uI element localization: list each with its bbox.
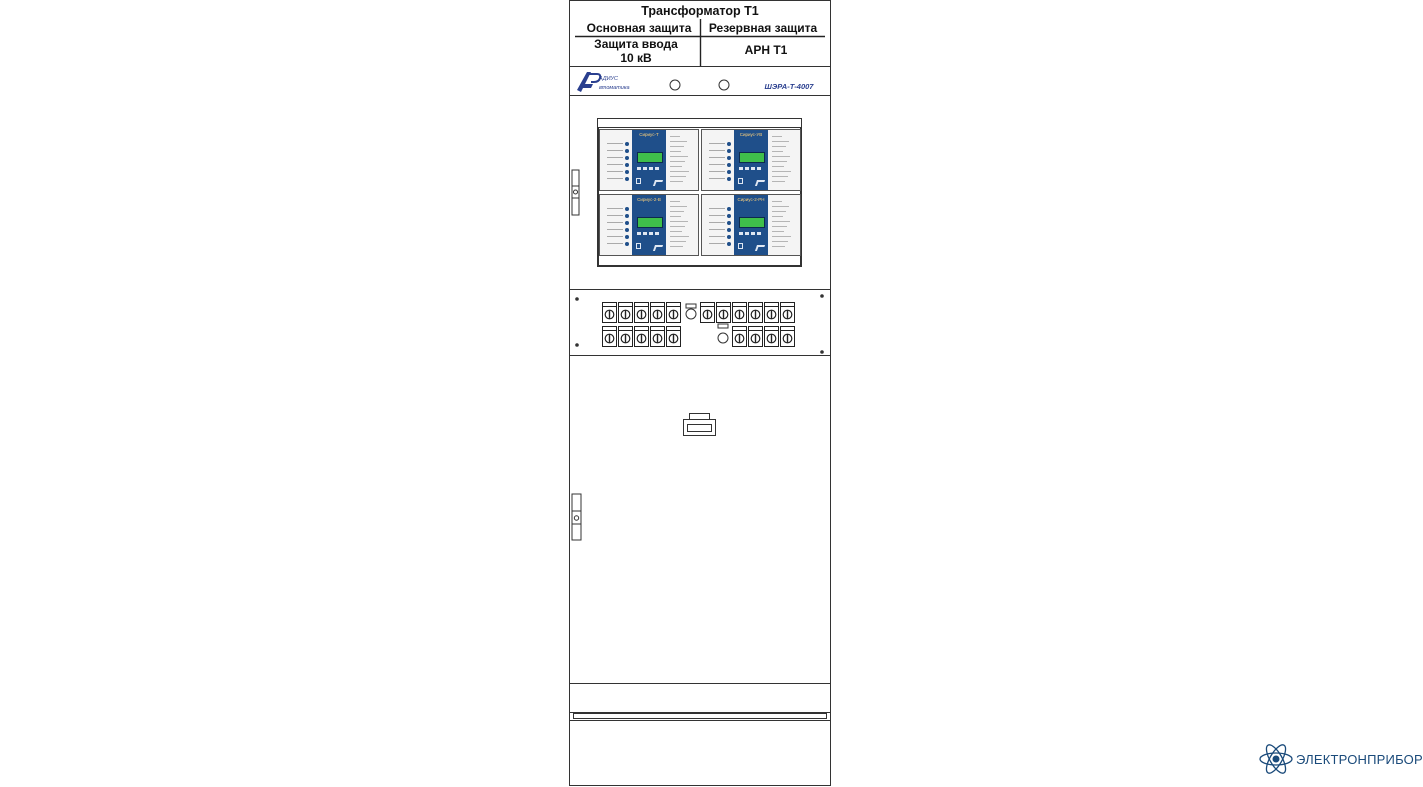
relay-front-module xyxy=(632,195,666,255)
radius-mini-logo xyxy=(653,180,663,186)
led-label-line xyxy=(607,178,623,179)
relay-left-panel xyxy=(603,203,631,249)
relay-key-button[interactable] xyxy=(757,167,761,170)
led-label-line xyxy=(709,143,725,144)
relay-name: Сириус-УВ xyxy=(739,132,763,137)
status-led xyxy=(625,228,629,232)
signal-label-line xyxy=(772,156,790,157)
relay-right-panel xyxy=(670,201,694,251)
status-led xyxy=(727,156,731,160)
test-switch[interactable] xyxy=(765,303,779,323)
status-led xyxy=(727,149,731,153)
relay-right-panel xyxy=(772,201,796,251)
nameplate-arn: АРН Т1 xyxy=(744,43,788,57)
nameplate-input-protection-line2: 10 кВ xyxy=(620,51,652,65)
led-label-line xyxy=(607,150,623,151)
plinth xyxy=(569,713,831,721)
led-label-line xyxy=(709,164,725,165)
logo-word: АДИУС xyxy=(599,76,619,82)
door-lock-upper xyxy=(572,170,579,215)
relay-unit xyxy=(701,194,801,256)
relay-key-button[interactable] xyxy=(655,232,659,235)
test-switch[interactable] xyxy=(651,303,665,323)
relay-key-button[interactable] xyxy=(745,232,749,235)
signal-label-line xyxy=(670,211,684,212)
signal-label-line xyxy=(670,226,685,227)
status-led xyxy=(727,163,731,167)
led-label-line xyxy=(709,236,725,237)
test-switch[interactable] xyxy=(701,303,715,323)
led-label-line xyxy=(607,143,623,144)
switch-panel xyxy=(569,294,831,355)
led-label-line xyxy=(607,222,623,223)
signal-label-line xyxy=(670,246,683,247)
relay-key-button[interactable] xyxy=(751,167,755,170)
relay-key-button[interactable] xyxy=(643,167,647,170)
status-led xyxy=(625,170,629,174)
status-led xyxy=(727,214,731,218)
relay-key-button[interactable] xyxy=(643,232,647,235)
radius-mini-logo xyxy=(653,245,663,251)
test-switch[interactable] xyxy=(619,327,633,347)
signal-label-line xyxy=(670,146,684,147)
relay-front-module xyxy=(632,130,666,190)
test-switch[interactable] xyxy=(749,327,763,347)
nameplate-main-protection: Основная защита xyxy=(586,21,692,35)
signal-label-line xyxy=(772,246,785,247)
signal-label-line xyxy=(670,171,689,172)
signal-label-line xyxy=(772,201,782,202)
usb-port-icon xyxy=(738,178,743,184)
status-led xyxy=(727,170,731,174)
relay-right-panel xyxy=(670,136,694,186)
lower-door xyxy=(569,414,831,684)
relay-key-button[interactable] xyxy=(649,232,653,235)
test-switch[interactable] xyxy=(603,327,617,347)
relay-display xyxy=(637,152,663,163)
signal-label-line xyxy=(670,241,686,242)
test-switch[interactable] xyxy=(667,303,681,323)
signal-label-line xyxy=(772,221,790,222)
signal-label-line xyxy=(670,176,686,177)
status-led xyxy=(727,221,731,225)
signal-label-line xyxy=(772,181,785,182)
signal-label-line xyxy=(772,151,783,152)
cabinet-drawing xyxy=(569,0,831,786)
relay-key-button[interactable] xyxy=(751,232,755,235)
radius-logo xyxy=(577,72,630,92)
relay-front-module xyxy=(734,130,768,190)
test-switch[interactable] xyxy=(749,303,763,323)
test-switch[interactable] xyxy=(765,327,779,347)
led-label-line xyxy=(709,178,725,179)
relay-name: Сириус-2-В xyxy=(637,197,661,202)
test-switch[interactable] xyxy=(635,327,649,347)
test-switch[interactable] xyxy=(651,327,665,347)
logo-word2: втоматика xyxy=(599,85,630,91)
led-label-line xyxy=(709,215,725,216)
indicator-lamp-2 xyxy=(719,80,729,90)
led-label-line xyxy=(709,229,725,230)
usb-port-icon xyxy=(636,243,641,249)
relay-key-button[interactable] xyxy=(739,232,743,235)
relay-name: Сириус-2-РН xyxy=(737,197,765,202)
status-led xyxy=(625,235,629,239)
signal-label-line xyxy=(772,241,788,242)
status-led xyxy=(727,235,731,239)
indicator-lamp-1 xyxy=(670,80,680,90)
relay-key-button[interactable] xyxy=(637,167,641,170)
led-label-line xyxy=(709,243,725,244)
nameplate-backup-protection: Резервная защита xyxy=(708,21,818,35)
relay-unit xyxy=(599,129,699,191)
document-pocket xyxy=(684,420,716,436)
led-label-line xyxy=(709,150,725,151)
pocket-clip xyxy=(690,414,710,420)
signal-label-line xyxy=(670,166,682,167)
nameplate-title: Трансформатор Т1 xyxy=(641,4,759,18)
nameplate xyxy=(569,4,831,67)
atom-icon xyxy=(1258,741,1294,777)
led-label-line xyxy=(607,208,623,209)
signal-label-line xyxy=(670,236,689,237)
led-label-line xyxy=(709,222,725,223)
radius-mini-logo xyxy=(755,180,765,186)
status-led xyxy=(625,163,629,167)
relay-key-button[interactable] xyxy=(757,232,761,235)
signal-label-line xyxy=(772,176,788,177)
relay-front-module xyxy=(734,195,768,255)
test-button-1 xyxy=(686,309,696,319)
switch-group xyxy=(603,303,795,347)
status-led xyxy=(625,207,629,211)
relay-key-button[interactable] xyxy=(637,232,641,235)
test-switch[interactable] xyxy=(733,303,747,323)
logo-strip xyxy=(569,72,831,96)
relay-key-button[interactable] xyxy=(739,167,743,170)
nameplate-input-protection-line1: Защита ввода xyxy=(594,37,678,51)
status-led xyxy=(727,207,731,211)
relay-key-button[interactable] xyxy=(649,167,653,170)
relay-display xyxy=(637,217,663,228)
signal-label-line xyxy=(670,206,687,207)
test-switch[interactable] xyxy=(733,327,747,347)
signal-label-line xyxy=(670,216,681,217)
signal-label-line xyxy=(670,161,685,162)
led-label-line xyxy=(709,157,725,158)
signal-label-line xyxy=(772,236,791,237)
signal-label-line xyxy=(670,201,680,202)
test-switch[interactable] xyxy=(717,303,731,323)
signal-label-line xyxy=(670,136,680,137)
signal-label-line xyxy=(772,161,787,162)
status-led xyxy=(625,214,629,218)
status-led xyxy=(625,149,629,153)
relay-left-panel xyxy=(705,138,733,184)
led-label-line xyxy=(607,164,623,165)
signal-label-line xyxy=(670,151,681,152)
signal-label-line xyxy=(772,216,783,217)
relay-key-button[interactable] xyxy=(745,167,749,170)
test-button-2 xyxy=(718,333,728,343)
relay-left-panel xyxy=(603,138,631,184)
radius-mini-logo xyxy=(755,245,765,251)
signal-label-line xyxy=(772,231,784,232)
brand-name: ЭЛЕКТРОНПРИБОР xyxy=(1296,752,1423,767)
door-lock-lower xyxy=(572,494,581,540)
test-switch[interactable] xyxy=(603,303,617,323)
relay-name: Сириус-Т xyxy=(639,132,659,137)
signal-label-line xyxy=(772,141,789,142)
signal-label-line xyxy=(772,206,789,207)
signal-label-line xyxy=(670,231,682,232)
led-label-line xyxy=(607,157,623,158)
status-led xyxy=(625,142,629,146)
signal-label-line xyxy=(670,181,683,182)
signal-label-line xyxy=(772,211,786,212)
test-switch[interactable] xyxy=(635,303,649,323)
relay-unit xyxy=(599,194,699,256)
signal-label-line xyxy=(670,221,688,222)
relay-right-panel xyxy=(772,136,796,186)
relay-display xyxy=(739,217,765,228)
status-led xyxy=(727,242,731,246)
signal-label-line xyxy=(772,146,786,147)
led-label-line xyxy=(709,171,725,172)
signal-label-line xyxy=(772,226,787,227)
usb-port-icon xyxy=(636,178,641,184)
relay-left-panel xyxy=(705,203,733,249)
led-label-line xyxy=(607,215,623,216)
test-switch[interactable] xyxy=(619,303,633,323)
test-switch[interactable] xyxy=(781,303,795,323)
led-label-line xyxy=(709,208,725,209)
test-switch[interactable] xyxy=(667,327,681,347)
signal-label-line xyxy=(772,171,791,172)
signal-label-line xyxy=(772,166,784,167)
relay-display xyxy=(739,152,765,163)
status-led xyxy=(727,177,731,181)
signal-label-line xyxy=(772,136,782,137)
status-led xyxy=(727,142,731,146)
relay-key-button[interactable] xyxy=(655,167,659,170)
status-led xyxy=(625,156,629,160)
relay-unit xyxy=(701,129,801,191)
status-led xyxy=(625,242,629,246)
test-switch[interactable] xyxy=(781,327,795,347)
led-label-line xyxy=(607,243,623,244)
signal-label-line xyxy=(670,156,688,157)
led-label-line xyxy=(607,171,623,172)
status-led xyxy=(625,177,629,181)
status-led xyxy=(625,221,629,225)
led-label-line xyxy=(607,236,623,237)
status-led xyxy=(727,228,731,232)
led-label-line xyxy=(607,229,623,230)
usb-port-icon xyxy=(738,243,743,249)
model-label: ШЭРА-Т-4007 xyxy=(764,82,814,91)
signal-label-line xyxy=(670,141,687,142)
